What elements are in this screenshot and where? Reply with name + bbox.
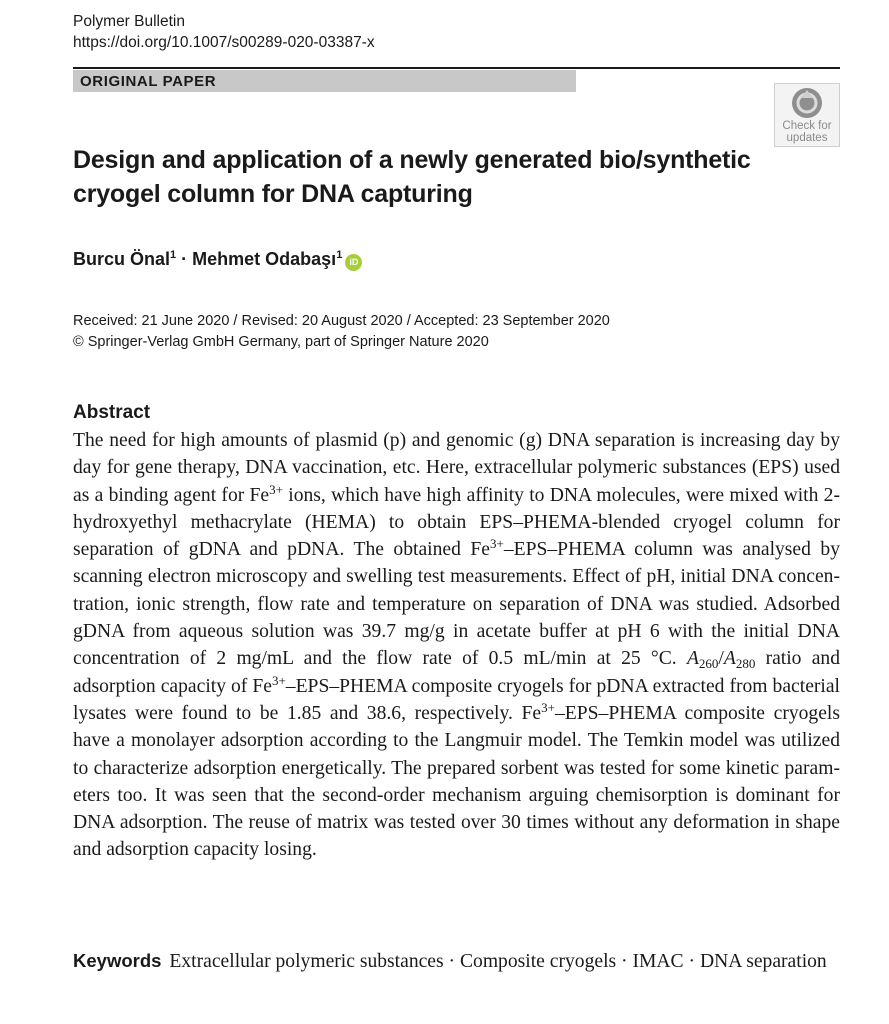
author-list [73, 247, 362, 271]
check-for-updates-badge[interactable] [774, 83, 840, 147]
keywords-list: Extracellular polymeric substances · Composite cryogels · IMAC · DNA separation [169, 951, 827, 972]
author-separator: · [176, 249, 193, 269]
publication-dates [73, 311, 610, 353]
keywords-label: Keywords [73, 950, 162, 971]
abstract-heading: Abstract [73, 402, 151, 423]
journal-name: Polymer Bulletin [73, 13, 185, 30]
author-affiliation: 1 [336, 249, 343, 261]
author-name[interactable]: Burcu Önal [73, 249, 171, 269]
paper-title: Design and application of a newly generated bio/synthetic cryogel column for DNA capturing [73, 146, 751, 208]
author-affiliation: 1 [170, 249, 177, 261]
check-updates-icon [790, 86, 824, 120]
keywords [73, 947, 840, 975]
header-rule [73, 67, 840, 69]
check-updates-line1: Check for [782, 120, 832, 132]
check-updates-line2: updates [786, 132, 828, 144]
abstract-text: The need for high amounts of plasmid (p) and genomic (g) DNA separation is increasing day by day for gene therapy, DNA vaccination, etc. Here, extracellular polymeric substances (EPS) used as a binding agent for $Fe^{3+}$ ions, which have high affinity to DNA molecules, were mixed with 2-hydroxyethyl methacrylate (HEMA) to obtain EPS–PHEMA-blended cryogel column for separation of gDNA and pDNA. The obtained $Fe^{3+}-EPS$–PHEMA column was analysed by scanning electron microscopy and swelling test measurements. Effect of pH, initial DNA concentration, ionic strength, flow rate and temperature on separation of DNA was studied. Adsorbed gDNA from aqueous solution was 39.7 mg/g in acetate buffer at pH 6 with the initial DNA concentration of 2 mg/mL and the flow rate of 0.5 mL/min at 25 °C. $A_{260}/A_{280}$ ratio and adsorption capacity of $Fe^{3+}-EPS$–PHEMA composite cryogels for pDNA extracted from bacterial lysates were found to be 1.85 and 38.6, respectively. $Fe^{3+}-EPS$–PHEMA composite cryogels have a monolayer adsorption according to the Langmuir model. The Temkin model was utilized to characterize adsorption energetically. The prepared sorbent was tested for some kinetic parameters too. It was seen that the second-order mechanism arguing chemisorption is dominant for DNA adsorption. The reuse of matrix was tested over 30 times without any deformation in shape and adsorption capacity losing. [73, 430, 841, 861]
author-name[interactable]: Mehmet Odabaşı [192, 249, 337, 269]
article-type-banner: ORIGINAL PAPER [73, 70, 576, 92]
orcid-icon[interactable]: iD [345, 254, 362, 271]
received-dates: Received: 21 June 2020 / Revised: 20 August 2020 / Accepted: 23 September 2020 [73, 313, 610, 329]
doi-link[interactable]: https://doi.org/10.1007/s00289-020-03387-x [73, 34, 375, 51]
copyright-line: © Springer-Verlag GmbH Germany, part of Springer Nature 2020 [73, 334, 489, 350]
